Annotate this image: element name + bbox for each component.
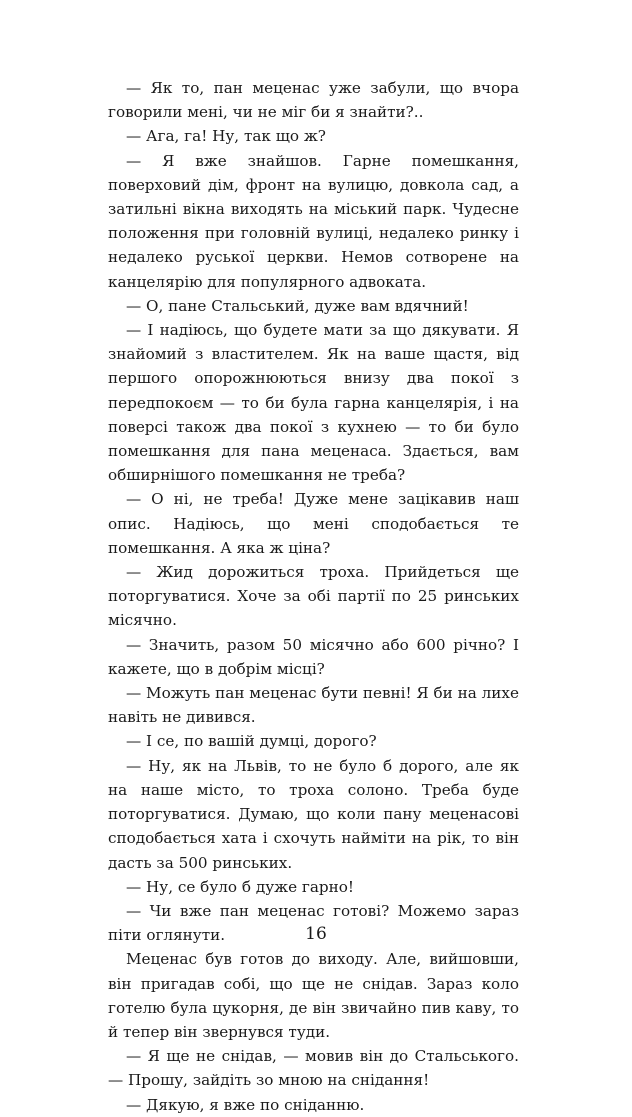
- paragraph: — Я ще не снідав, — мовив він до Стальського. — Прошу, зайдіть зо мною на снідання!: [108, 1047, 519, 1090]
- paragraph: — Я вже знайшов. Гарне помешкання, поверховий дім, фронт на вулицю, довкола сад, а затильні вікна виходять на міський парк. Чудесне положення при головній вулиці, недалеко ринку і недалеко руської церкви. Немов сотворене на канцелярію для популярного адвоката.: [108, 151, 519, 291]
- paragraph: — Значить, разом 50 місячно або 600 річно? І кажете, що в добрім місці?: [108, 635, 519, 678]
- paragraph: — О ні, не треба! Дуже мене зацікавив наш опис. Надіюсь, що мені сподобається те помешкання. А яка ж ціна?: [108, 490, 519, 557]
- paragraph: Меценас був готов до виходу. Але, вийшовши, він пригадав собі, що ще не снідав. Зараз коло готелю була цукорня, де він звичайно пив каву, то й тепер він звернувся туди.: [108, 950, 519, 1041]
- page-body-text: [108, 76, 519, 1117]
- paragraph: — Дякую, я вже по сніданню.: [126, 1095, 365, 1114]
- paragraph: — І надіюсь, що будете мати за що дякувати. Я знайомий з властителем. Як на ваше щастя, від першого опорожнюються внизу два покої з передпокоєм — то би була гарна канцелярія, і на поверсі також два покої з кухнею — то би було помешкання для пана меценаса. Здається, вам обширнішого помешкання не треба?: [108, 321, 519, 485]
- paragraph: — Жид дорожиться троха. Прийдеться ще поторгуватися. Хоче за обі партії по 25 ринських місячно.: [108, 563, 519, 630]
- paragraph: — Чи вже пан меценас готові? Можемо зараз піти оглянути.: [108, 901, 519, 945]
- paragraph: — Можуть пан меценас бути певні! Я би на лихе навіть не дивився.: [108, 684, 519, 727]
- paragraph: — І се, по вашій думці, дорого?: [126, 732, 377, 751]
- paragraph: — Ну, як на Львів, то не було б дорого, але як на наше місто, то троха солоно. Треба буде поторгуватися. Думаю, що коли пану меценасові сподобається хата і схочуть найміти на рік, то він дасть за 500 ринських.: [108, 756, 519, 872]
- page-number: 16: [305, 924, 327, 944]
- paragraph: — Ага, га! Ну, так що ж?: [126, 127, 326, 146]
- paragraph: — Як то, пан меценас уже забули, що вчора говорили мені, чи не міг би я знайти?..: [108, 79, 519, 122]
- paragraph: — О, пане Стальський, дуже вам вдячний!: [126, 296, 469, 315]
- paragraph: — Ну, се було б дуже гарно!: [126, 877, 355, 896]
